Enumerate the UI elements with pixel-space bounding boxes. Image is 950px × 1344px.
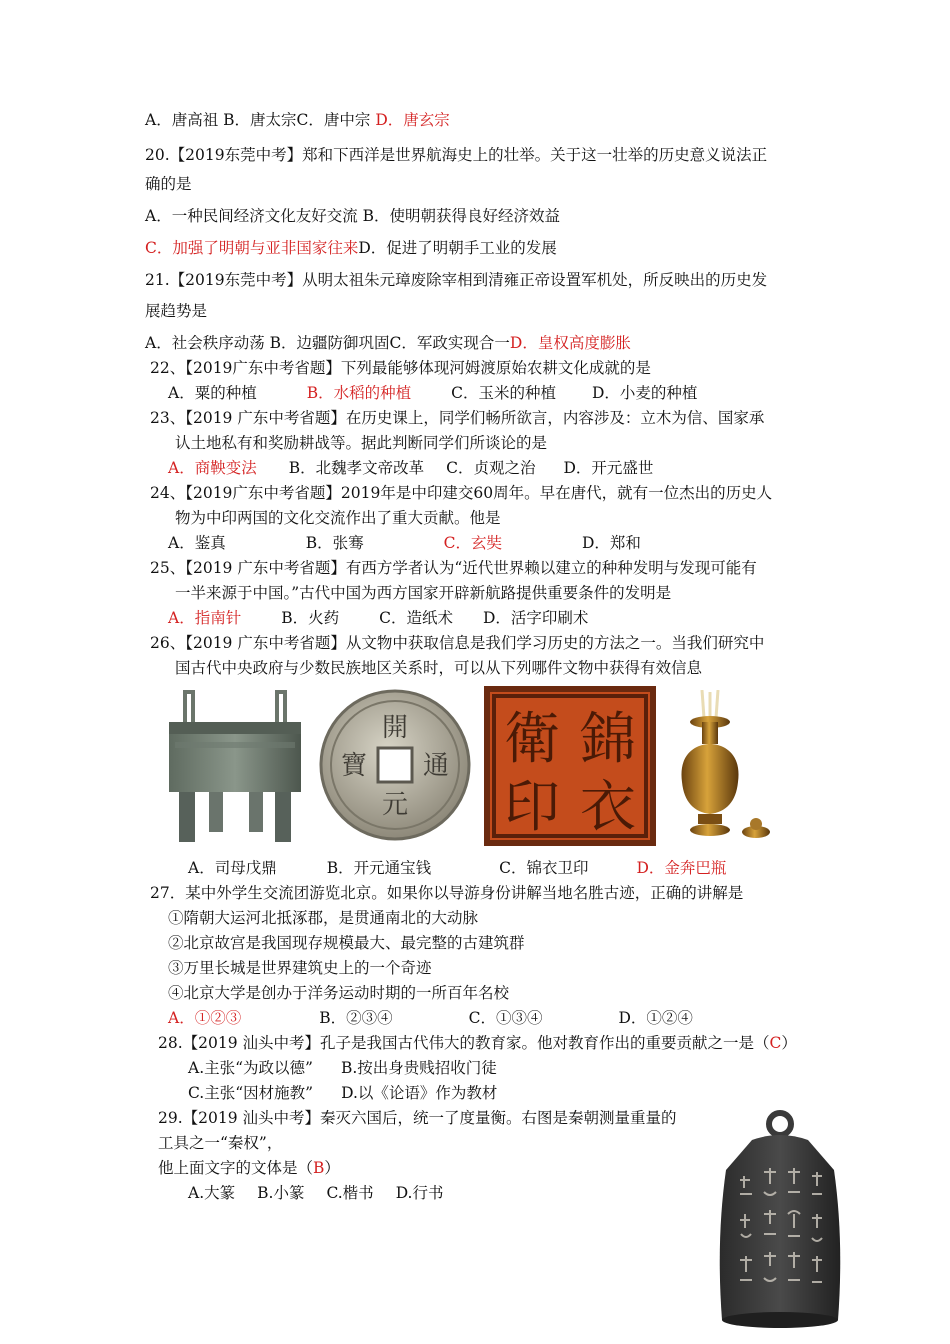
- q24-option-c: C．玄奘: [443, 534, 502, 552]
- q19-options: [145, 110, 450, 130]
- q27-option-a: A．①②③: [168, 1009, 242, 1027]
- q21-options: [145, 333, 631, 353]
- q28-option-c: C.主张“因材施教”: [188, 1084, 314, 1102]
- seal-char-3: 衛: [504, 707, 560, 772]
- q24-stem-1: 24、【2019广东中考省题】2019年是中印建交60周年。早在唐代，就有一位杰出的历史人: [150, 484, 773, 502]
- q24-option-d: D．郑和: [581, 534, 641, 552]
- q28-option-b: B.按出身贵贱招收门徒: [340, 1059, 497, 1077]
- q25-option-d: D．活字印刷术: [482, 609, 589, 627]
- q29-option-d: D.行书: [395, 1184, 444, 1202]
- seal-char-2: 衣: [580, 775, 636, 840]
- golden-vase-image: [668, 690, 773, 845]
- coin-char-top: 開: [381, 713, 409, 743]
- q23-stem-2: 认土地私有和奖励耕战等。据此判断同学们所谈论的是: [175, 434, 548, 452]
- q25-option-c: C．造纸术: [379, 609, 453, 627]
- q23-stem-1: 23、【2019 广东中考省题】在历史课上，同学们畅所欲言，内容涉及：立木为信、国家承: [150, 409, 765, 427]
- q20-stem-2: 确的是: [145, 175, 192, 193]
- seal-char-4: 印: [504, 775, 560, 840]
- ding-vessel-image: [165, 690, 305, 845]
- q28-stem-text: 28.【2019 汕头中考】孔子是我国古代伟大的教育家。他对教育作出的重要贡献之一是（: [158, 1034, 770, 1052]
- q19-option-c: C．唐中宗: [296, 111, 371, 129]
- q25-stem-1: 25、【2019 广东中考省题】有西方学者认为“近代世界赖以建立的种种发明与发现可能有: [150, 559, 757, 577]
- q29-stem-1: 29.【2019 汕头中考】秦灭六国后，统一了度量衡。右图是秦朝测量重量的: [158, 1109, 677, 1127]
- q27-options: [168, 1008, 693, 1028]
- q27-stem: 27．某中外学生交流团游览北京。如果你以导游身份讲解当地名胜古迹，正确的讲解是: [150, 884, 744, 902]
- q25-option-a: A．指南针: [168, 609, 242, 627]
- q27-statement-2: ②北京故宫是我国现存规模最大、最完整的古建筑群: [168, 934, 525, 952]
- q28-answer: C: [769, 1034, 782, 1052]
- q26-option-d: D．金奔巴瓶: [636, 859, 727, 877]
- q28-stem: [158, 1033, 797, 1053]
- q29-stem-3: [158, 1158, 340, 1178]
- q28-stem-close: ）: [781, 1034, 797, 1052]
- q22-option-a: A．粟的种植: [168, 384, 257, 402]
- q29-stem-3-text: 他上面文字的文体是（: [158, 1159, 314, 1177]
- q25-option-b: B．火药: [281, 609, 340, 627]
- jinyiwei-seal-image: [484, 686, 656, 846]
- q20-option-b: B．使明朝获得良好经济效益: [362, 207, 561, 225]
- q21-stem-1: 21.【2019东莞中考】从明太祖朱元璋废除宰相到清雍正帝设置军机处，所反映出的历史发: [145, 271, 768, 289]
- q23-option-d: D．开元盛世: [563, 459, 654, 477]
- q26-option-a: A．司母戊鼎: [188, 859, 277, 877]
- q20-option-d: D．促进了明朝手工业的发展: [358, 239, 557, 257]
- q25-options: [168, 608, 588, 628]
- q24-stem-2: 物为中印两国的文化交流作出了重大贡献。他是: [175, 509, 501, 527]
- q20-options-ab: [145, 206, 560, 226]
- q29-option-a: A.大篆: [188, 1184, 236, 1202]
- q21-option-b: B．边疆防御巩固: [269, 334, 390, 352]
- q21-option-c: C．军政实现合一: [389, 334, 510, 352]
- q28-options-ab: [188, 1058, 497, 1078]
- q29-stem-2: 工具之一“秦权”，: [158, 1134, 283, 1152]
- q21-stem-2: 展趋势是: [145, 302, 208, 320]
- q28-options-cd: [188, 1083, 497, 1103]
- q23-option-a: A．商鞅变法: [168, 459, 257, 477]
- q22-option-c: C．玉米的种植: [451, 384, 556, 402]
- q23-option-c: C．贞观之治: [446, 459, 536, 477]
- qin-weight-image: [712, 1110, 847, 1332]
- q27-statement-3: ③万里长城是世界建筑史上的一个奇迹: [168, 959, 432, 977]
- q20-options-cd: [145, 238, 557, 258]
- q29-options: [188, 1183, 444, 1203]
- q28-option-d: D.以《论语》作为教材: [341, 1084, 498, 1102]
- q26-options: [188, 858, 726, 878]
- q27-statement-4: ④北京大学是创办于洋务运动时期的一所百年名校: [168, 984, 510, 1002]
- q29-answer: B: [313, 1159, 325, 1177]
- q19-option-d: D．唐玄宗: [375, 111, 450, 129]
- q19-option-b: B．唐太宗: [223, 111, 297, 129]
- q21-option-d: D．皇权高度膨胀: [509, 334, 631, 352]
- q27-option-d: D．①②④: [618, 1009, 693, 1027]
- q21-option-a: A．社会秩序动荡: [145, 334, 265, 352]
- q26-stem-2: 国古代中央政府与少数民族地区关系时，可以从下列哪件文物中获得有效信息: [175, 659, 703, 677]
- q25-stem-2: 一半来源于中国。”古代中国为西方国家开辟新航路提供重要条件的发明是: [175, 584, 672, 602]
- coin-char-bottom: 元: [381, 790, 409, 820]
- q29-stem-3-close: ）: [324, 1159, 340, 1177]
- q22-option-b: B．水稻的种植: [306, 384, 412, 402]
- q24-option-b: B．张骞: [305, 534, 364, 552]
- q19-option-a: A．唐高祖: [145, 111, 219, 129]
- q22-stem: 22、【2019广东中考省题】下列最能够体现河姆渡原始农耕文化成就的是: [150, 359, 651, 377]
- q26-option-b: B．开元通宝钱: [326, 859, 432, 877]
- coin-char-right: 通: [422, 751, 450, 781]
- q20-stem-1: 20.【2019东莞中考】郑和下西洋是世界航海史上的壮举。关于这一壮举的历史意义说法正: [145, 146, 768, 164]
- seal-char-1: 錦: [580, 707, 636, 772]
- q28-option-a: A.主张“为政以德”: [188, 1059, 313, 1077]
- q26-option-c: C．锦衣卫印: [499, 859, 589, 877]
- q22-option-d: D．小麦的种植: [591, 384, 698, 402]
- q24-options: [168, 533, 641, 553]
- q29-option-c: C.楷书: [326, 1184, 374, 1202]
- kaiyuan-coin-image: [318, 688, 473, 843]
- q24-option-a: A．鉴真: [168, 534, 226, 552]
- q20-option-a: A．一种民间经济文化友好交流: [145, 207, 358, 225]
- q23-option-b: B．北魏孝文帝改革: [288, 459, 425, 477]
- q27-option-c: C．①③④: [468, 1009, 543, 1027]
- q27-option-b: B．②③④: [319, 1009, 393, 1027]
- q29-option-b: B.小篆: [257, 1184, 305, 1202]
- q20-option-c: C．加强了明朝与亚非国家往来: [145, 239, 359, 257]
- q23-options: [168, 458, 653, 478]
- q26-stem-1: 26、【2019 广东中考省题】从文物中获取信息是我们学习历史的方法之一。当我们研究中: [150, 634, 765, 652]
- q22-options: [168, 383, 697, 403]
- q27-statement-1: ①隋朝大运河北抵涿郡，是贯通南北的大动脉: [168, 909, 479, 927]
- coin-char-left: 寶: [340, 751, 368, 781]
